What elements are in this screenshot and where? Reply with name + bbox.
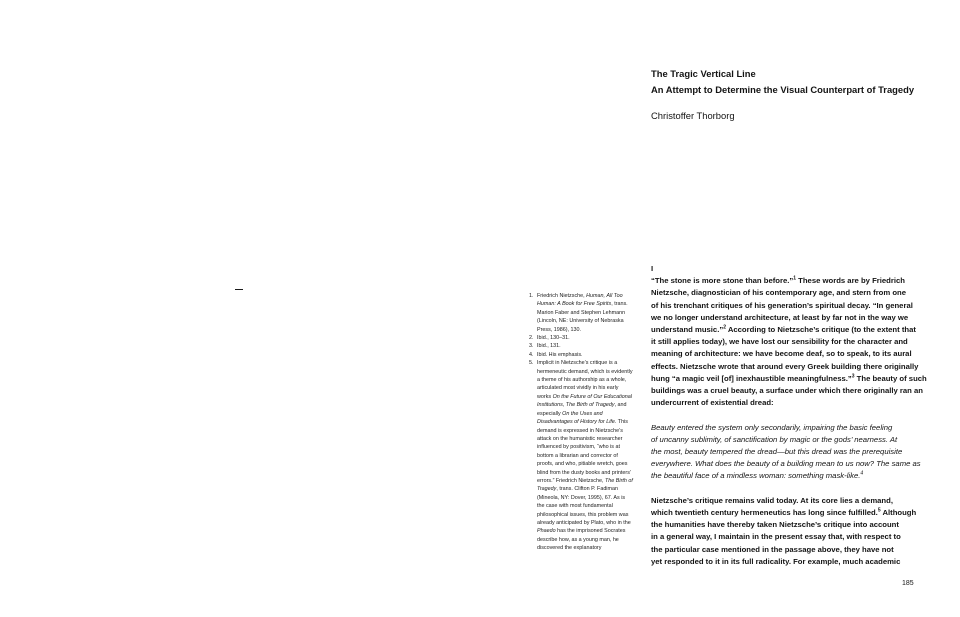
footnote-1: 1. Friedrich Nietzsche, Human, All Too Human: A Book for Free Spirits, trans. Marion Faber and Stephen Lehmann (Lincoln, NE: University of Nebraska Press, 1986), 130. xyxy=(529,293,628,333)
text-line: meaning of architecture: we have become deaf, so to speak, to its aural xyxy=(651,349,912,359)
text-line: Nietzsche, diagnostician of his contemporary age, and stern from one xyxy=(651,288,907,298)
text-line: yet responded to it in its full radicality. For example, much academic xyxy=(651,556,901,566)
text-line: of his trenchant critiques of his generation’s spiritual decay. “In general xyxy=(651,300,913,310)
text-line: the most, beauty tempered the dread—but this dread was the prerequisite xyxy=(651,447,903,457)
block-quote xyxy=(651,422,921,483)
author-name: Christoffer Thorborg xyxy=(651,110,735,121)
paragraph-3 xyxy=(651,495,917,568)
text-line: the humanities have thereby taken Nietzsche’s critique into account xyxy=(651,520,899,530)
footnote-ref: 1 xyxy=(793,275,797,282)
footnote-3: 3. Ibid., 131. xyxy=(529,343,561,350)
text-line: buildings was a cruel beauty, a surface under which there originally ran an xyxy=(651,386,923,396)
text-line: in a general way, I maintain in the present essay that, with respect to xyxy=(651,532,901,542)
footnote-ref: 2 xyxy=(723,324,726,331)
footnote-ref: 3 xyxy=(851,373,855,380)
text-line: it still applies today), we have lost our sensibility for the character and xyxy=(651,337,908,347)
body-text xyxy=(651,263,927,568)
text-line: Nietzsche’s critique remains valid today. At its core lies a demand, xyxy=(651,495,893,505)
text-line: of uncanny sublimity, of sanctification by magic or the gods’ nearness. At xyxy=(651,434,898,444)
text-line: everywhere. What does the beauty of a building mean to us now? The same as xyxy=(651,459,921,469)
text-line: understand music.”$^2$ According to Nietzsche’s critique (to the extent that xyxy=(651,324,916,335)
footnote-2: 2. Ibid., 130–31. xyxy=(529,335,570,342)
text-line: effects. Nietzsche wrote that around every Greek building there originally xyxy=(651,361,919,371)
text-line: the beautiful face of a mindless woman: something mask-like.$^4$ xyxy=(651,470,864,481)
text-line: which twentieth century hermeneutics has long since fulfilled.$^5$ Although xyxy=(651,507,917,518)
text-line: Beauty entered the system only secondarily, impairing the basic feeling xyxy=(651,422,893,432)
article-heading xyxy=(651,66,941,122)
footnote-4: 4. Ibid. His emphasis. xyxy=(529,351,583,358)
text-line: “The stone is more stone than before.”$^1$ These words are by Friedrich xyxy=(651,275,905,286)
page-number: 185 xyxy=(902,580,914,587)
left-page-dash xyxy=(235,289,243,290)
article-title: The Tragic Vertical Line xyxy=(651,68,756,79)
text-line: we no longer understand architecture, at least by far not in the way we xyxy=(651,312,909,322)
footnote-ref: 4 xyxy=(860,470,864,477)
text-line: hung “a magic veil [of] inexhaustible meaningfulness.”$^3$ The beauty of such xyxy=(651,373,927,383)
text-line: undercurrent of existential dread: xyxy=(651,398,774,408)
section-numeral: I xyxy=(651,264,654,273)
footnote-ref: 5 xyxy=(877,507,881,514)
footnotes xyxy=(529,292,633,553)
text-line: the particular case mentioned in the passage above, they have not xyxy=(651,544,894,554)
paragraph-1 xyxy=(651,275,927,409)
article-subtitle: An Attempt to Determine the Visual Counterpart of Tragedy xyxy=(651,84,915,95)
footnote-5: 5. Implicit in Nietzsche’s critique is a hermeneutic demand, which is evidently a theme of his authorship as a whole, articulated most vividly in his early works On the Future of Our Educational Institutions, The Birth of Tragedy, and especially On the Uses and Disadvantages of History for Life. This demand is expressed in Nietzsche’s attack on the humanistic researcher influenced by positivism, “who is at bottom a librarian and corrector of proofs, and who, pitiable wretch, goes blind from the dusty books and printers’ errors.” Friedrich Nietzsche, The Birth of Tragedy, trans. Clifton P. Fadiman (Mineola, NY: Dover, 1995), 67. As is the case with most fundamental philosophical issues, this problem was already anticipated by Plato, who in the Phaedo has the imprisoned Socrates describe how, as a young man, he discovered the explanatory xyxy=(529,360,633,552)
